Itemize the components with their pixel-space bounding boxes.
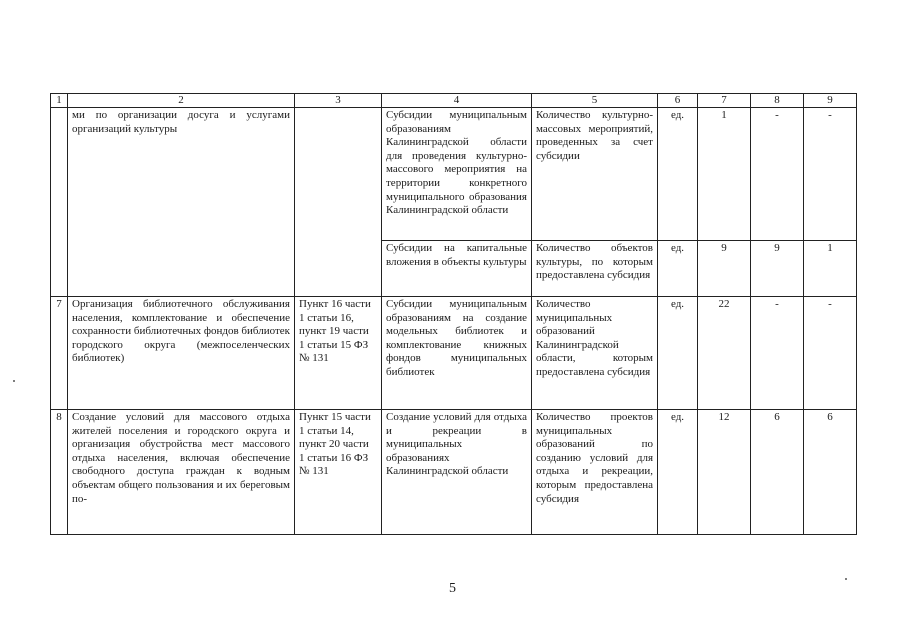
indicator-cell: Количество культурно-массовых мероприятий, проведенных за счет субсидии: [532, 108, 658, 241]
indicator-cell: Количество объектов культуры, по которым предоставлена субсидия: [532, 241, 658, 297]
header-cell: 2: [68, 94, 295, 108]
subsidy-cell: Субсидии муниципальным образованиям на создание модельных библиотек и комплектование книжных фондов муниципальных библиотек: [382, 297, 532, 410]
page-number: 5: [449, 581, 456, 596]
subsidy-cell: Субсидии на капитальные вложения в объекты культуры: [382, 241, 532, 297]
subsidy-cell: Создание условий для отдыха и рекреации в муниципальных образованиях Калининградской области: [382, 410, 532, 535]
value-cell: -: [751, 108, 804, 241]
header-cell: 1: [51, 94, 68, 108]
unit-cell: ед.: [658, 297, 698, 410]
value-cell: 12: [698, 410, 751, 535]
header-cell: 8: [751, 94, 804, 108]
value-cell: 6: [804, 410, 857, 535]
header-cell: 3: [295, 94, 382, 108]
row-number-cell: 7: [51, 297, 68, 410]
value-cell: 9: [751, 241, 804, 297]
legal-basis-cell: [295, 108, 382, 297]
subsidy-cell: Субсидии муниципальным образованиям Калининградской области для проведения культурно-массового мероприятия на территории конкретного муниципального образования Калининградской области: [382, 108, 532, 241]
activity-cell: ми по организации досуга и услугами организаций культуры: [68, 108, 295, 297]
indicator-cell: Количество муниципальных образований Калининградской области, которым предоставлена субсидия: [532, 297, 658, 410]
header-cell: 5: [532, 94, 658, 108]
header-cell: 4: [382, 94, 532, 108]
table-row: [51, 410, 857, 535]
value-cell: -: [804, 297, 857, 410]
document-table: [50, 93, 857, 535]
header-cell: 6: [658, 94, 698, 108]
table-row: [51, 108, 857, 241]
unit-cell: ед.: [658, 241, 698, 297]
value-cell: 22: [698, 297, 751, 410]
activity-cell: Создание условий для массового отдыха жителей поселения и городского округа и организация обустройства мест массового отдыха населения, включая обеспечение свободного доступа граждан к водным объектам общего пользования и их береговым по-: [68, 410, 295, 535]
indicator-cell: Количество проектов муниципальных образований по созданию условий для отдыха и рекреации, которым предоставлена субсидия: [532, 410, 658, 535]
value-cell: 6: [751, 410, 804, 535]
table-header-row: [51, 94, 857, 108]
value-cell: 9: [698, 241, 751, 297]
header-cell: 9: [804, 94, 857, 108]
value-cell: -: [804, 108, 857, 241]
legal-basis-cell: Пункт 15 части 1 статьи 14, пункт 20 части 1 статьи 16 ФЗ № 131: [295, 410, 382, 535]
activity-cell: Организация библиотечного обслуживания населения, комплектование и обеспечение сохранности библиотечных фондов библиотек городского округа (межпоселенческих библиотек): [68, 297, 295, 410]
scan-speck: [845, 578, 847, 580]
value-cell: -: [751, 297, 804, 410]
value-cell: 1: [698, 108, 751, 241]
legal-basis-cell: Пункт 16 части 1 статьи 16, пункт 19 части 1 статьи 15 ФЗ № 131: [295, 297, 382, 410]
unit-cell: ед.: [658, 108, 698, 241]
scan-speck: [13, 380, 15, 382]
row-number-cell: [51, 108, 68, 297]
unit-cell: ед.: [658, 410, 698, 535]
header-cell: 7: [698, 94, 751, 108]
table-row: [51, 297, 857, 410]
row-number-cell: 8: [51, 410, 68, 535]
value-cell: 1: [804, 241, 857, 297]
